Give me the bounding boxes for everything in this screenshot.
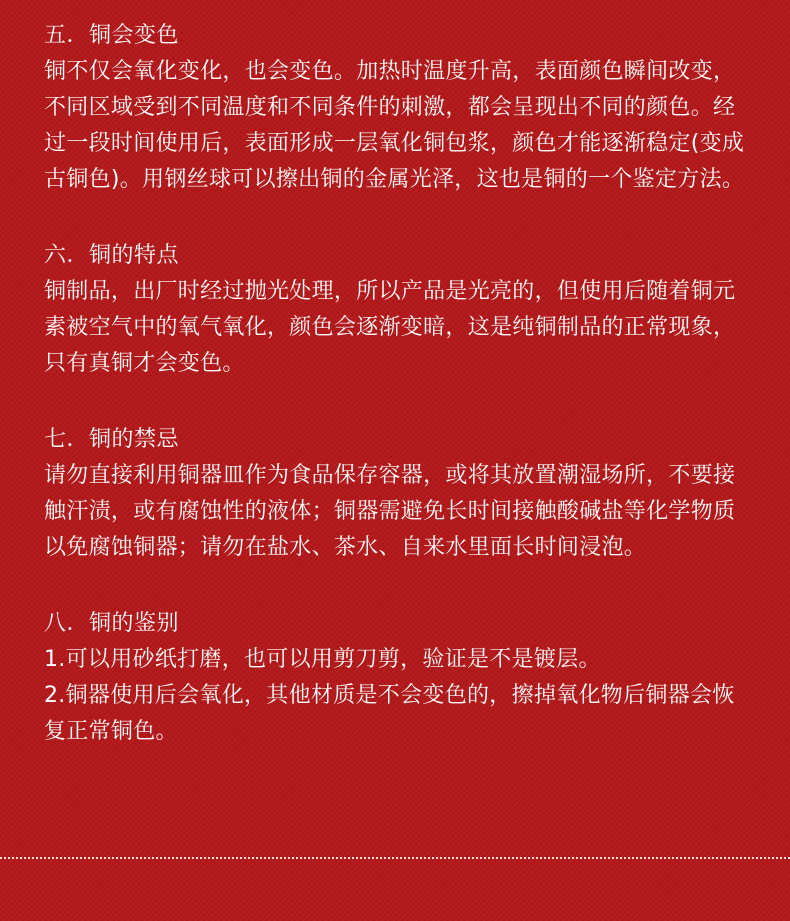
section-color-change (44, 18, 754, 198)
section-body (44, 274, 754, 382)
paragraph: 铜不仅会氧化变化，也会变色。加热时温度升高，表面颜色瞬间改变，不同区域受到不同温度和不同条件的刺激，都会呈现出不同的颜色。经过一段时间使用后，表面形成一层氧化铜包浆，颜色才能逐渐稳定(变成古铜色)。用钢丝球可以擦出铜的金属光泽，这也是铜的一个鉴定方法。 (44, 59, 745, 192)
section-title: 六．铜的特点 (44, 243, 180, 268)
article-content (44, 18, 754, 790)
list-item: 1.可以用砂纸打磨，也可以用剪刀剪，验证是不是镀层。 (44, 647, 601, 672)
section-title: 七．铜的禁忌 (44, 427, 180, 452)
list-item: 2.铜器使用后会氧化，其他材质是不会变色的，擦掉氧化物后铜器会恢复正常铜色。 (44, 683, 735, 744)
section-characteristics (44, 238, 754, 382)
section-identification (44, 606, 754, 750)
section-taboos (44, 422, 754, 566)
section-title: 八．铜的鉴别 (44, 611, 180, 636)
paragraph: 请勿直接利用铜器皿作为食品保存容器，或将其放置潮湿场所，不要接触汗渍，或有腐蚀性的液体；铜器需避免长时间接触酸碱盐等化学物质以免腐蚀铜器；请勿在盐水、茶水、自来水里面长时间浸泡。 (44, 463, 736, 560)
section-body (44, 54, 754, 198)
dotted-divider (0, 857, 790, 859)
section-body (44, 458, 754, 566)
section-body (44, 642, 754, 750)
paragraph: 铜制品，出厂时经过抛光处理，所以产品是光亮的，但使用后随着铜元素被空气中的氧气氧化，颜色会逐渐变暗，这是纯铜制品的正常现象，只有真铜才会变色。 (44, 279, 736, 376)
section-title: 五．铜会变色 (44, 23, 180, 48)
